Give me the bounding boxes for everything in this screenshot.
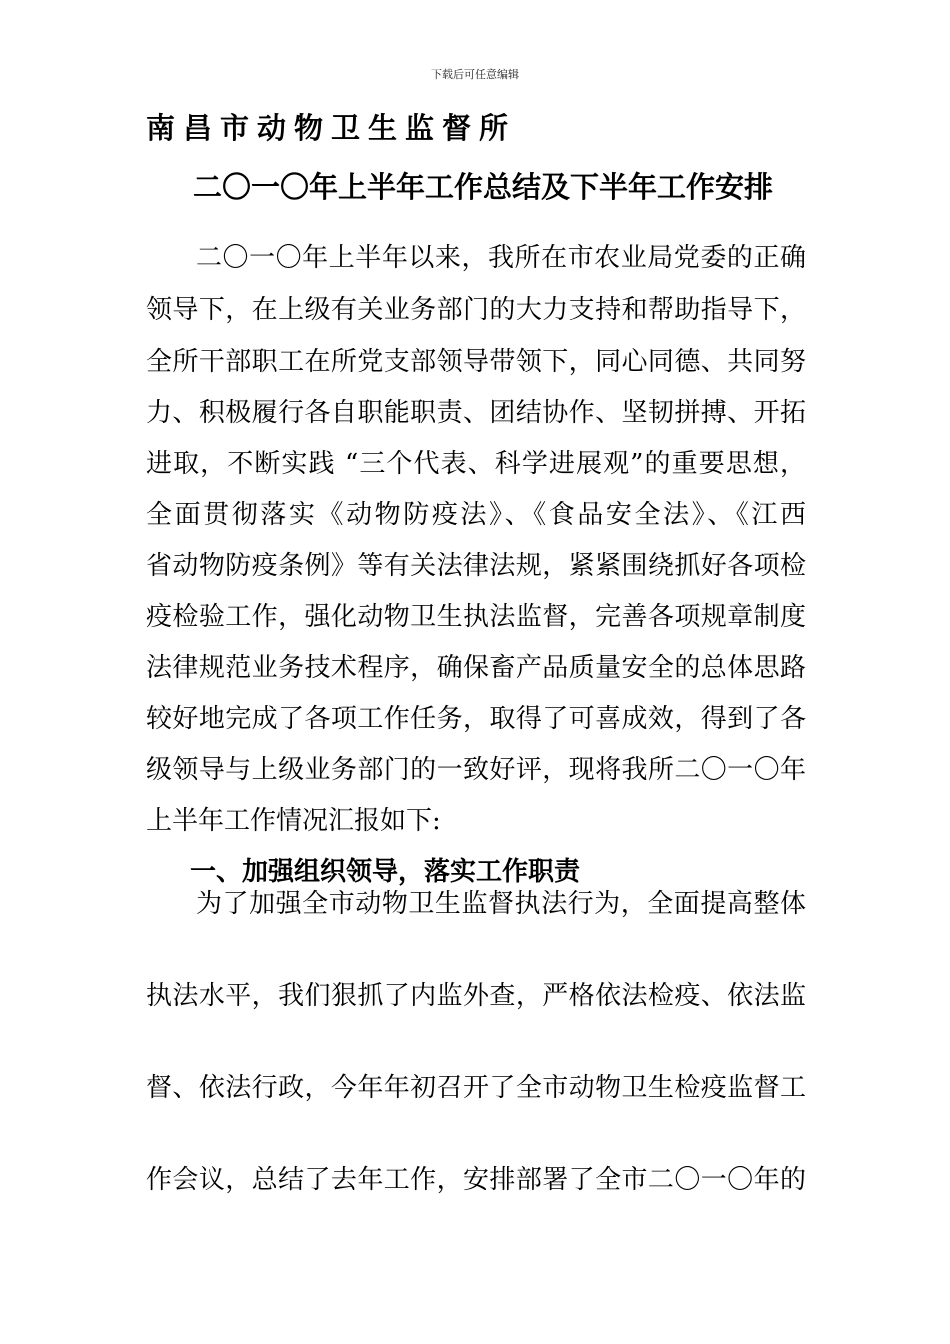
paragraph-line: 疫检验工作，强化动物卫生执法监督，完善各项规章制度 — [146, 602, 806, 632]
paragraph-line: 法律规范业务技术程序，确保畜产品质量安全的总体思路 — [146, 653, 806, 683]
paragraph-line: 级领导与上级业务部门的一致好评，现将我所二〇一〇年 — [146, 755, 806, 785]
paragraph-line: 进取，不断实践 “三个代表、科学进展观”的重要思想， — [146, 449, 806, 479]
section-line: 督、依法行政，今年年初召开了全市动物卫生检疫监督工 — [146, 1073, 806, 1103]
paragraph-line: 二〇一〇年上半年以来，我所在市农业局党委的正确 — [196, 243, 806, 273]
section-heading: 一、加强组织领导，落实工作职责 — [190, 857, 581, 887]
paragraph-line: 上半年工作情况汇报如下: — [146, 806, 441, 836]
paragraph-line: 省动物防疫条例》等有关法律法规，紧紧围绕抓好各项检 — [146, 551, 806, 581]
section-line: 执法水平，我们狠抓了内监外查，严格依法检疫、依法监 — [146, 981, 806, 1011]
organization-title: 南昌市动物卫生监督所 — [146, 111, 517, 145]
paragraph-line: 较好地完成了各项工作任务，取得了可喜成效，得到了各 — [146, 704, 806, 734]
paragraph-line: 全面贯彻落实《动物防疫法》、《食品安全法》、《江西 — [146, 500, 806, 530]
document-title: 二〇一〇年上半年工作总结及下半年工作安排 — [193, 170, 774, 204]
header-note: 下载后可任意编辑 — [431, 68, 519, 81]
section-line: 作会议，总结了去年工作，安排部署了全市二〇一〇年的 — [146, 1165, 806, 1195]
paragraph-line: 全所干部职工在所党支部领导带领下，同心同德、共同努 — [146, 347, 806, 377]
paragraph-line: 力、积极履行各自职能职责、团结协作、坚韧拼搏、开拓 — [146, 398, 806, 428]
section-line: 为了加强全市动物卫生监督执法行为，全面提高整体 — [196, 889, 806, 919]
paragraph-line: 领导下，在上级有关业务部门的大力支持和帮助指导下， — [146, 295, 806, 325]
